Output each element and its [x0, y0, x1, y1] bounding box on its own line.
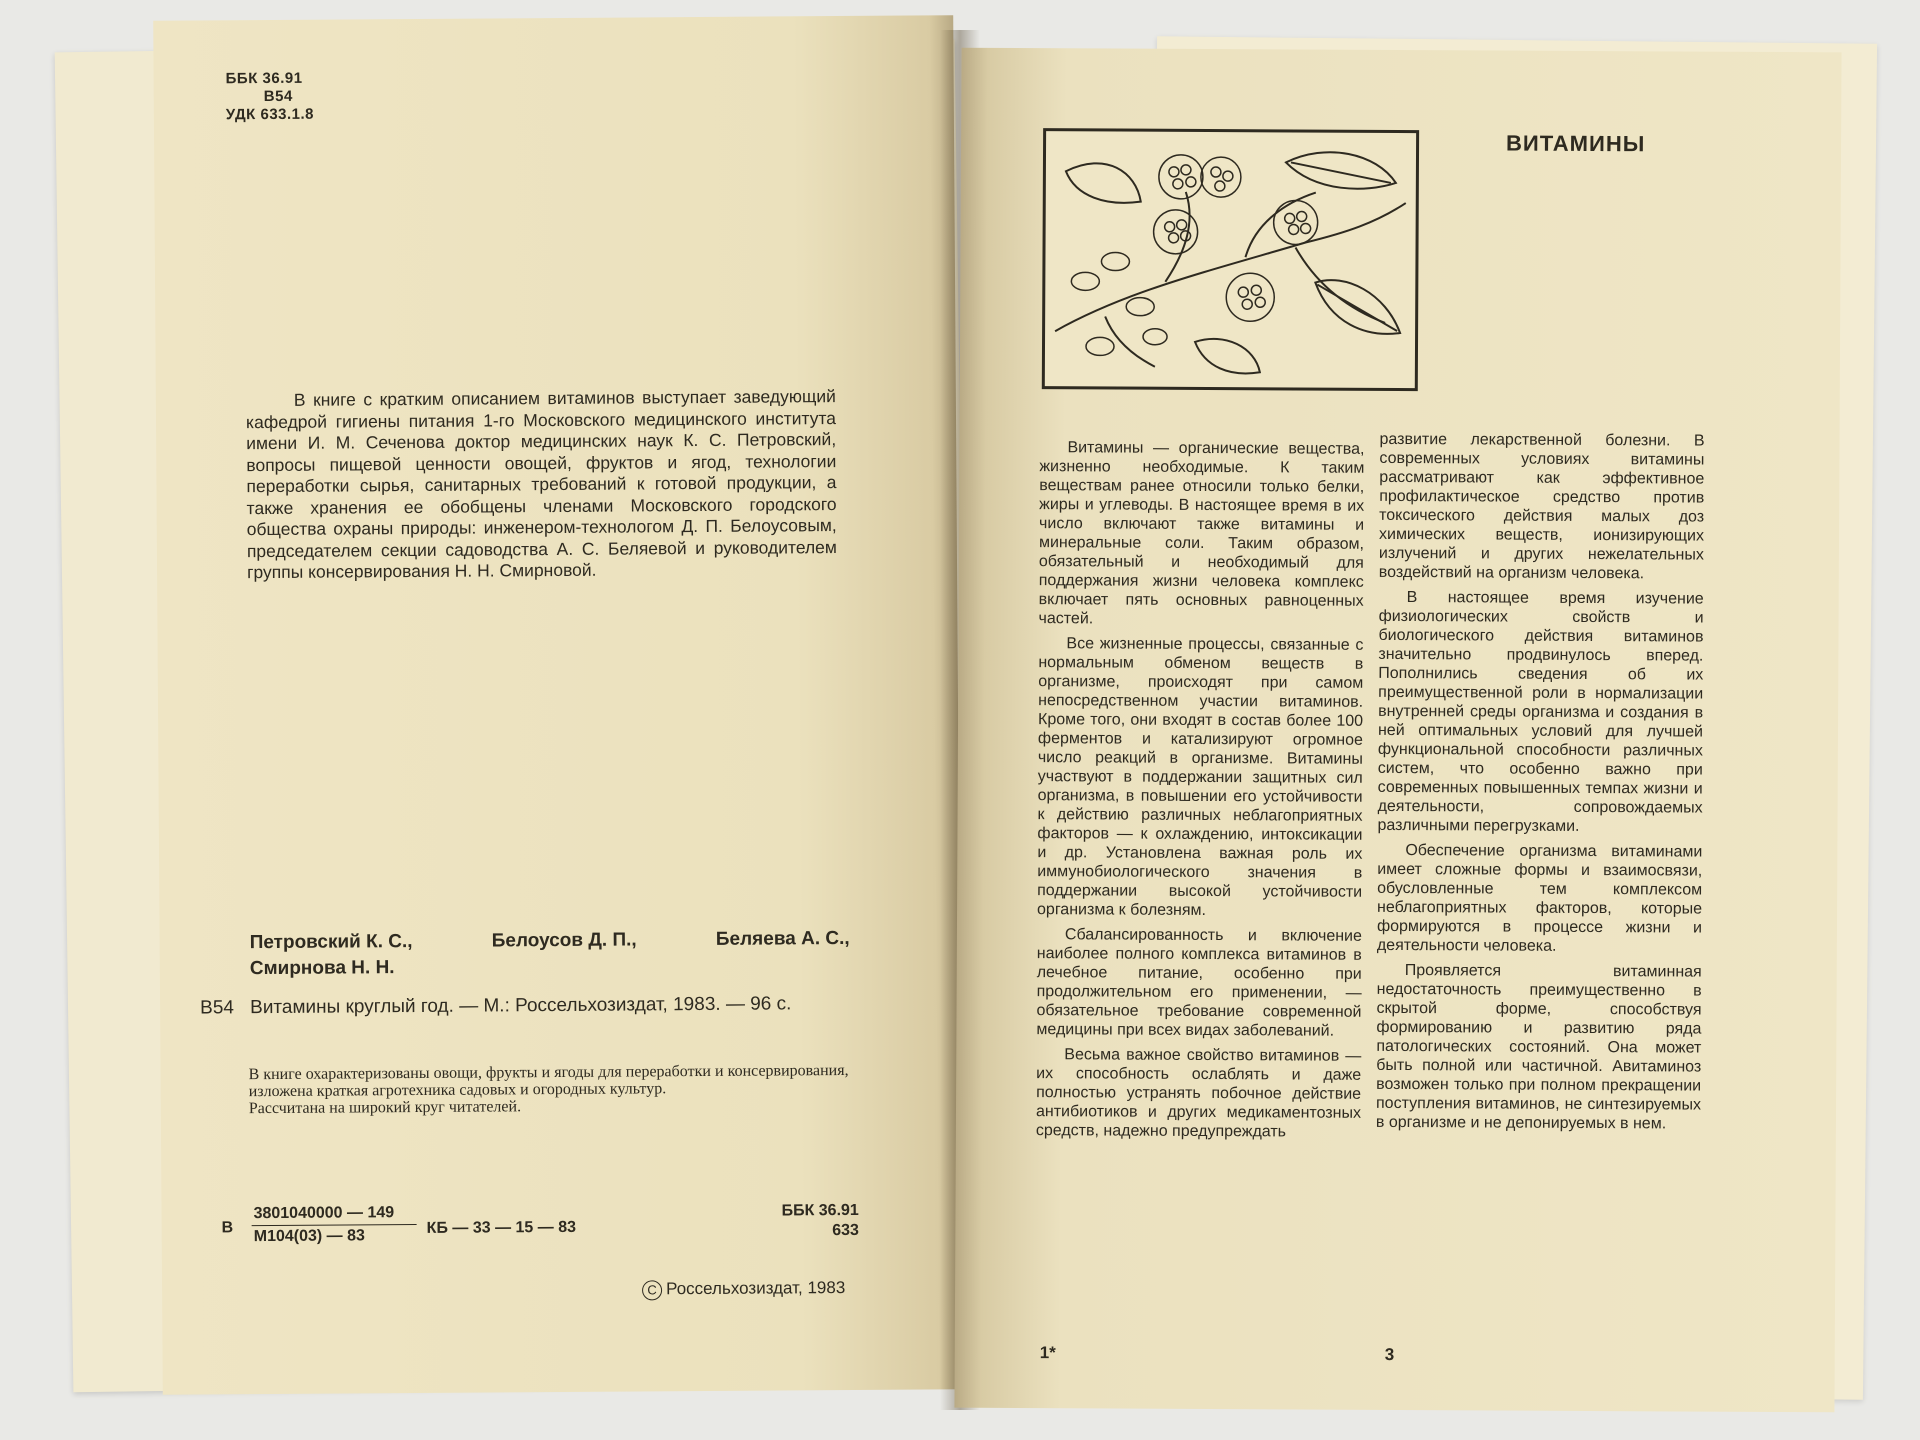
catalog-fraction — [251, 1204, 416, 1246]
chapter-heading: ВИТАМИНЫ — [1506, 130, 1646, 157]
annotation — [249, 1062, 849, 1117]
paragraph: Сбалансированность и включение наиболее полного комплекса витаминов в лечебное питание, особенно при продолжительном его применении, — обязательное требование современной медицины при всех видах заболеваний. — [1036, 926, 1362, 1040]
book-abstract: В книге с кратким описанием витаминов выступает заведующий кафедрой гигиены питания 1-го Московского медицинского института имени И. М. Сеченова доктор медицинских наук К. С. Петровский, вопросы пищевой ценности овощей, фруктов и ягод, технологии переработки сырья, санитарных требований к готовой продукции, а также хранения ее обобщены членами Московского городского общества охраны природы: инженером-технологом Д. П. Белоусовым, председателем секции садоводства А. С. Беляевой и руководителем группы консервирования Н. Н. Смирновой. — [245, 386, 837, 583]
copyright-text: Россельхозиздат, 1983 — [666, 1278, 846, 1299]
signature-mark: 1* — [1039, 1343, 1056, 1363]
annotation-text: В книге охарактеризованы овощи, фрукты и ягоды для переработки и консервирования, изложена краткая агротехника садовых и огородных культур. — [248, 1061, 849, 1101]
right-page — [954, 48, 1841, 1413]
bibliographic-entry — [200, 991, 850, 1022]
book-code: В54 — [263, 87, 293, 106]
paragraph: Витамины — органические вещества, жизненно необходимые. К таким веществам ранее относили только белки, жиры и углеводы. В настоящее время в их число включают также витамины и минеральные соли. Таким образом, обязательный и необходимый для поддержания жизни человека комплекс включает пять основных равноценных частей. — [1038, 439, 1365, 628]
author-2: Белоусов Д. П., — [491, 929, 637, 952]
catalog-numerator: 3801040000 — 149 — [253, 1204, 395, 1223]
paragraph: Все жизненные процессы, связанные с нормальным обменом веществ в организме, происходят при самом непосредственном участии витаминов. Кроме того, они входят в состав более 100 ферментов и катализируют огромное число реакций в организме. Витамины участвуют в поддержании защитных сил организма, в повышении его устойчивости к действию различных неблагоприятных факторов — к охлаждению, интоксикации и др. Установлена важная роль их иммунобиологического значения в поддержании высокой устойчивости организма к болезням. — [1037, 635, 1364, 919]
authors-block — [250, 926, 850, 982]
left-page — [153, 15, 963, 1395]
classification-codes — [226, 70, 314, 125]
catalog-index — [221, 1201, 881, 1246]
audience-text: Рассчитана на широкий круг читателей. — [248, 1098, 522, 1118]
bib-text: Витамины круглый год. — М.: Россельхозиздат, 1983. — 96 с. — [250, 993, 792, 1019]
copyright-line — [642, 1278, 845, 1300]
paragraph: Обеспечение организма витаминами имеет сложные формы и взаимосвязи, обусловленные тем комплексом неблагоприятных факторов, которые формируются в процессе жизни и деятельности человека. — [1376, 842, 1703, 955]
fraction-line — [252, 1224, 417, 1226]
udk-code: УДК 633.1.8 — [225, 105, 315, 124]
catalog-denominator: М104(03) — 83 — [253, 1227, 365, 1246]
catalog-bbk-code: ББК 36.91 — [781, 1201, 859, 1220]
text-column-1 — [1036, 438, 1365, 1148]
catalog-kb: КБ — 33 — 15 — 83 — [426, 1218, 577, 1237]
author-3: Беляева А. С., — [715, 927, 850, 950]
bib-code: В54 — [200, 997, 234, 1019]
raspberry-branch-icon — [1045, 131, 1416, 388]
text-column-2 — [1376, 430, 1705, 1140]
bbk-code: ББК 36.91 — [225, 69, 303, 88]
paragraph: В настоящее время изучение физиологических свойств и биологического действия витаминов значительно продвинулось вперед. Пополнились сведения об их преимущественной роли в нормализации внутренней среды организма и создания в ней оптимальных условий для лучшей функциональной способности различных систем, что особенно важно при современных повышенных темпах жизни и деятельности, сопровождаемых различными перегрузками. — [1377, 589, 1704, 835]
catalog-bbk-sub: 633 — [832, 1221, 859, 1240]
catalog-bbk — [781, 1201, 859, 1242]
author-1: Петровский К. С., — [249, 931, 413, 954]
page-number: 3 — [1384, 1344, 1395, 1364]
copyright-icon: C — [642, 1280, 662, 1300]
paragraph: Весьма важное свойство витаминов — их способность ослаблять и даже полностью устранять побочное действие антибиотиков и других медикаментозных средств, надежно предупреждать — [1035, 1046, 1362, 1141]
paragraph-continued: развитие лекарственной болезни. В современных условиях витамины рассматривают как эффективное профилактическое средство против токсического действия малых доз химических веществ, ионизирующих излучений и других нежелательных воздействий на организм человека. — [1378, 430, 1705, 583]
author-4: Смирнова Н. Н. — [249, 957, 395, 980]
catalog-letter: В — [221, 1219, 234, 1237]
paragraph: Проявляется витаминная недостаточность преимущественно в скрытой форме, способствуя формированию и развитию ряда патологических состояний. Она может быть полной или частичной. Авитаминоз возможен только при полном прекращении поступления витаминов, не синтезируемых в организме и не депонируемых в нем. — [1375, 962, 1702, 1133]
raspberry-illustration — [1042, 128, 1419, 391]
